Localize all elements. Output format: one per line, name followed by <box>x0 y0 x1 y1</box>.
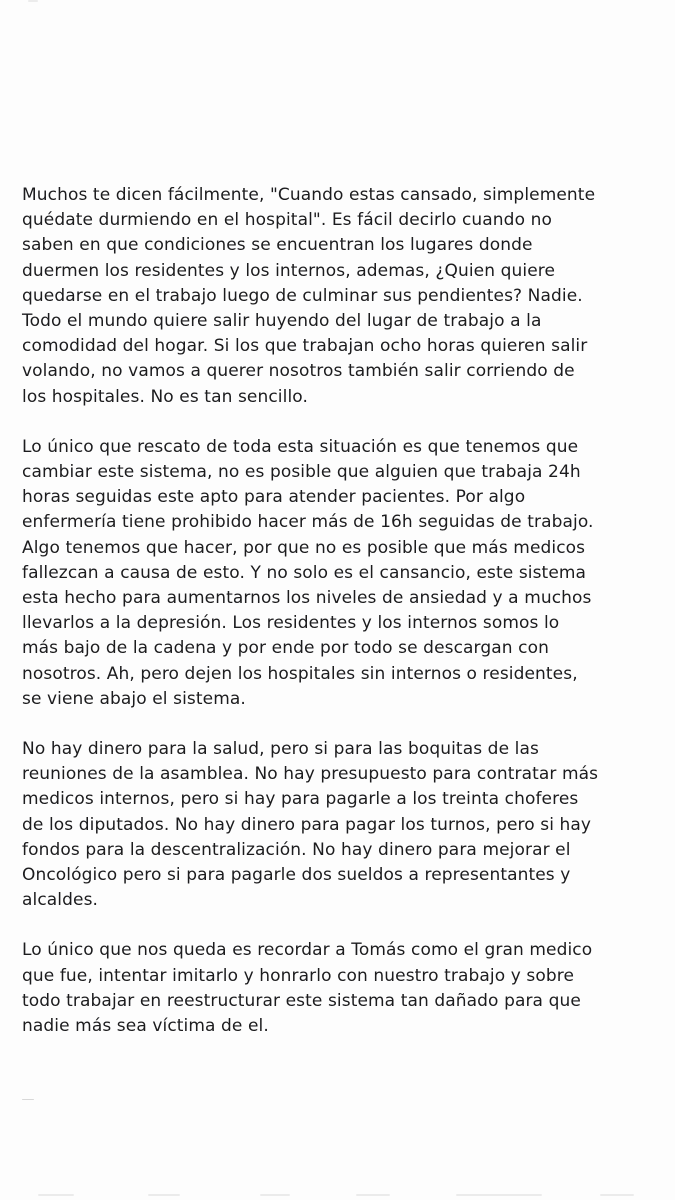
text-cursor-mark <box>22 1099 34 1100</box>
paragraph-1: Muchos te dicen fácilmente, "Cuando estas cansado, simplemente quédate durmiendo en el hospital". Es fácil decirlo cuando no saben en que condiciones se encuentran los lugares donde duermen los residentes y los internos, ademas, ¿Quien quiere quedarse en el trabajo luego de culminar sus pendientes? Nadie. Todo el mundo quiere salir huyendo del lugar de trabajo a la comodidad del hogar. Si los que trabajan ocho horas quieren salir volando, no vamos a querer nosotros también salir corriendo de los hospitales. No es tan sencillo. <box>22 185 596 407</box>
toolbar-dash <box>260 1194 290 1196</box>
toolbar-dash <box>148 1194 180 1196</box>
note-body <box>22 183 662 1064</box>
paragraph-4: Lo único que nos queda es recordar a Tomás como el gran medico que fue, intentar imitarlo y honrarlo con nuestro trabajo y sobre todo trabajar en reestructurar este sistema tan dañado para que nadie más sea víctima de el. <box>22 940 593 1037</box>
toolbar-dash <box>356 1194 390 1196</box>
bottom-toolbar-remnant <box>0 1192 675 1200</box>
toolbar-dash <box>456 1194 542 1196</box>
toolbar-dash <box>600 1194 634 1196</box>
paragraph-3: No hay dinero para la salud, pero si para las boquitas de las reuniones de la asamblea. No hay presupuesto para contratar más medicos internos, pero si hay para pagarle a los treinta choferes de los diputados. No hay dinero para pagar los turnos, pero si hay fondos para la descentralización. No hay dinero para mejorar el Oncológico pero si para pagarle dos sueldos a representantes y alcaldes. <box>22 739 599 911</box>
top-edge-mark <box>28 0 38 2</box>
paragraph-2: Lo único que rescato de toda esta situación es que tenemos que cambiar este sistema, no es posible que alguien que trabaja 24h horas seguidas este apto para atender pacientes. Por algo enfermería tiene prohibido hacer más de 16h seguidas de trabajo. Algo tenemos que hacer, por que no es posible que más medicos fallezcan a causa de esto. Y no solo es el cansancio, este sistema esta hecho para aumentarnos los niveles de ansiedad y a muchos llevarlos a la depresión. Los residentes y los internos somos lo más bajo de la cadena y por ende por todo se descargan con nosotros. Ah, pero dejen los hospitales sin internos o residentes, se viene abajo el sistema. <box>22 436 594 709</box>
toolbar-dash <box>38 1194 74 1196</box>
